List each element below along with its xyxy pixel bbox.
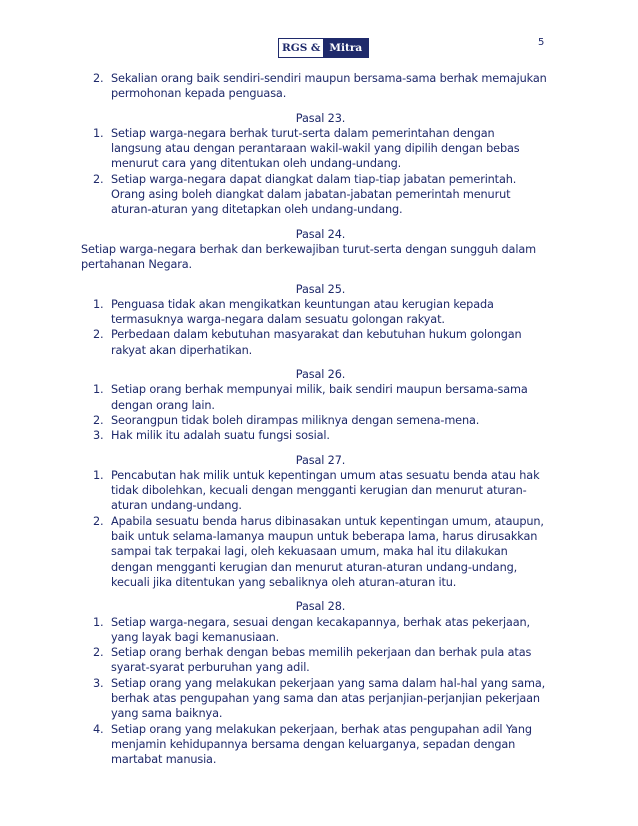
document-body (81, 71, 548, 767)
section-pasal-23 (93, 111, 548, 218)
list-item (93, 468, 548, 514)
item-text: Seorangpun tidak boleh dirampas miliknya dengan semena-mena. (111, 413, 480, 427)
item-text: Setiap orang yang melakukan pekerjaan yang sama dalam hal-hal yang sama, berhak atas pengupahan yang sama dan atas perjanjian-perjanjian pekerjaan yang sama baiknya. (111, 676, 546, 721)
article-heading: Pasal 23. (295, 111, 346, 125)
section-pasal-26 (93, 367, 548, 443)
article-list (93, 382, 548, 443)
list-item (93, 514, 548, 590)
section-pasal-22-cont (93, 71, 548, 102)
item-text: Setiap warga-negara berhak turut-serta dalam pemerintahan dengan langsung atau dengan perantaraan wakil-wakil yang dipilih dengan bebas menurut cara yang ditentukan oleh undang-undang. (111, 126, 520, 171)
section-pasal-27 (93, 453, 548, 591)
item-text: Setiap orang berhak dengan bebas memilih pekerjaan dan berhak pula atas syarat-syarat perburuhan yang adil. (111, 646, 532, 675)
article-heading: Pasal 25. (295, 282, 346, 296)
list-item (93, 676, 548, 722)
list-item (93, 645, 548, 676)
item-number: 1. (93, 615, 104, 629)
item-number: 2. (93, 514, 104, 528)
item-text: Sekalian orang baik sendiri-sendiri maupun bersama-sama berhak memajukan permohonan kepada penguasa. (111, 72, 547, 101)
item-number: 3. (93, 676, 104, 690)
list-item (93, 126, 548, 172)
item-text: Apabila sesuatu benda harus dibinasakan untuk kepentingan umum, ataupun, baik untuk selama-lamanya maupun untuk beberapa lama, harus dirusakkan sampai tak terpakai lagi, oleh kekuasaan umum, maka hal itu dilakukan dengan mengganti kerugian dan menurut aturan-aturan undang-undang, kecuali jika ditentukan yang sebaliknya oleh aturan-aturan itu. (111, 514, 544, 589)
item-text: Setiap warga-negara, sesuai dengan kecakapannya, berhak atas pekerjaan, yang layak bagi kemanusiaan. (111, 615, 530, 644)
article-list (93, 468, 548, 590)
logo-text-left: RGS & (279, 39, 323, 57)
list-item (93, 413, 548, 428)
item-number: 4. (93, 722, 104, 736)
article-list (93, 297, 548, 358)
item-text: Setiap orang yang melakukan pekerjaan, berhak atas pengupahan adil Yang menjamin kehidupannya bersama dengan keluarganya, sepadan dengan martabat manusia. (111, 722, 532, 767)
logo-text-right: Mitra (323, 39, 368, 57)
article-list (93, 615, 548, 768)
item-number: 2. (93, 328, 104, 342)
item-number: 1. (93, 297, 104, 311)
article-list (93, 71, 548, 102)
item-text: Setiap orang berhak mempunyai milik, baik sendiri maupun bersama-sama dengan orang lain. (111, 383, 528, 412)
list-item (93, 428, 548, 443)
item-number: 1. (93, 383, 104, 397)
article-heading: Pasal 26. (295, 368, 346, 382)
list-item (93, 722, 548, 768)
list-item (93, 382, 548, 413)
header-logo (278, 38, 369, 58)
section-pasal-24 (81, 227, 548, 273)
item-number: 2. (93, 72, 104, 85)
list-item (93, 297, 548, 328)
list-item (93, 615, 548, 646)
item-number: 3. (93, 429, 104, 443)
item-number: 1. (93, 468, 104, 482)
list-item (93, 327, 548, 358)
item-number: 2. (93, 172, 104, 186)
item-text: Perbedaan dalam kebutuhan masyarakat dan kebutuhan hukum golongan rakyat akan diperhatikan. (111, 328, 522, 357)
page-number: 5 (538, 37, 545, 48)
item-number: 1. (93, 126, 104, 140)
article-list (93, 126, 548, 218)
item-number: 2. (93, 413, 104, 427)
article-heading: Pasal 27. (295, 453, 346, 467)
item-number: 2. (93, 646, 104, 660)
section-pasal-28 (93, 599, 548, 767)
item-text: Pencabutan hak milik untuk kepentingan umum atas sesuatu benda atau hak tidak dibolehkan, kecuali dengan mengganti kerugian dan menurut aturan-aturan undang-undang. (111, 468, 540, 513)
article-heading: Pasal 28. (295, 600, 346, 614)
item-text: Hak milik itu adalah suatu fungsi sosial. (111, 429, 330, 443)
article-paragraph: Setiap warga-negara berhak dan berkewajiban turut-serta dengan sungguh dalam pertahanan Negara. (81, 242, 536, 272)
list-item (93, 71, 548, 102)
article-heading: Pasal 24. (295, 227, 346, 241)
section-pasal-25 (93, 282, 548, 358)
item-text: Setiap warga-negara dapat diangkat dalam tiap-tiap jabatan pemerintah. Orang asing boleh diangkat dalam jabatan-jabatan pemerintah menurut aturan-aturan yang ditetapkan oleh undang-undang. (111, 172, 517, 217)
list-item (93, 172, 548, 218)
item-text: Penguasa tidak akan mengikatkan keuntungan atau kerugian kepada termasuknya warga-negara dalam sesuatu golongan rakyat. (111, 297, 494, 327)
